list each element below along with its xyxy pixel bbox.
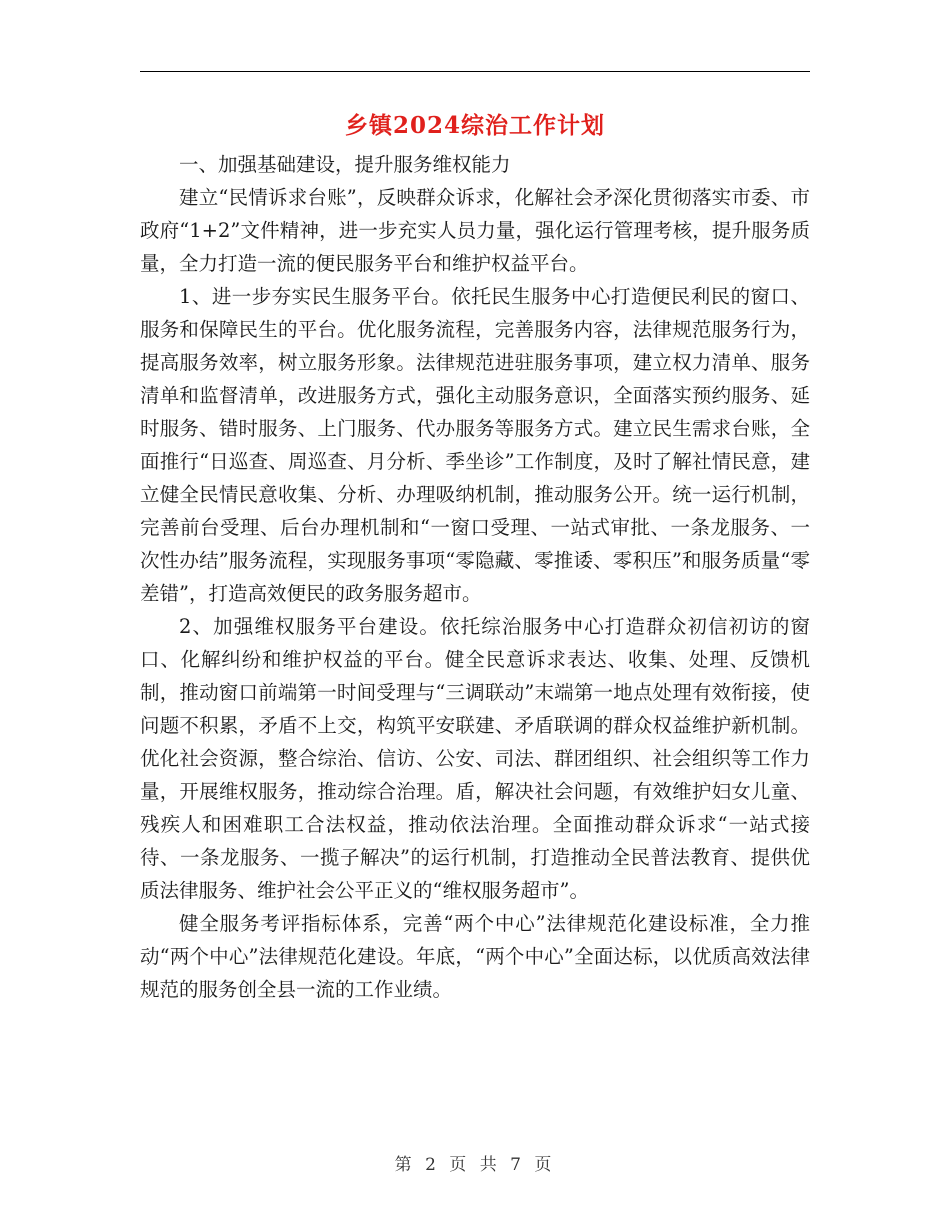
paragraph-rights-platform: 2、加强维权服务平台建设。依托综治服务中心打造群众初信初访的窗口、化解纠纷和维护权益的平台。健全民意诉求表达、收集、处理、反馈机制，推动窗口前端第一时间受理与“三调联动”末端第一地点处理有效衔接，使问题不积累，矛盾不上交，构筑平安联建、矛盾联调的群众权益维护新机制。优化社会资源，整合综治、信访、公安、司法、群团组织、社会组织等工作力量，开展维权服务，推动综合治理。盾，解决社会问题，有效维护妇女儿童、残疾人和困难职工合法权益，推动依法治理。全面推动群众诉求“一站式接待、一条龙服务、一揽子解决”的运行机制，打造推动全民普法教育、提供优质法律服务、维护社会公平正义的“维权服务超市”。 [140,615,810,902]
page-number: 第 2 页 共 7 页 [394,1155,556,1175]
paragraph-evaluation-system: 健全服务考评指标体系，完善“两个中心”法律规范化建设标准，全力推动“两个中心”法律规范化建设。年底，“两个中心”全面达标，以优质高效法律规范的服务创全县一流的工作业绩。 [140,912,810,1001]
document-title: 乡镇2024综治工作计划 [344,112,605,139]
section-heading: 一、加强基础建设，提升服务维权能力 [179,153,511,176]
header-rule [140,71,810,72]
paragraph-intro: 建立“民情诉求台账”，反映群众诉求，化解社会矛深化贯彻落实市委、市政府“1+2”文件精神，进一步充实人员力量，强化运行管理考核，提升服务质量，全力打造一流的便民服务平台和维护权益平台。 [140,186,810,275]
paragraph-livelihood-platform: 1、进一步夯实民生服务平台。依托民生服务中心打造便民利民的窗口、服务和保障民生的平台。优化服务流程，完善服务内容，法律规范服务行为，提高服务效率，树立服务形象。法律规范进驻服务事项，建立权力清单、服务清单和监督清单，改进服务方式，强化主动服务意识，全面落实预约服务、延时服务、错时服务、上门服务、代办服务等服务方式。建立民生需求台账，全面推行“日巡查、周巡查、月分析、季坐诊”工作制度，及时了解社情民意，建立健全民情民意收集、分析、办理吸纳机制，推动服务公开。统一运行机制，完善前台受理、后台办理机制和“一窗口受理、一站式审批、一条龙服务、一次性办结”服务流程，实现服务事项“零隐藏、零推诿、零积压”和服务质量“零差错”，打造高效便民的政务服务超市。 [140,285,810,605]
document-body [140,148,810,1006]
